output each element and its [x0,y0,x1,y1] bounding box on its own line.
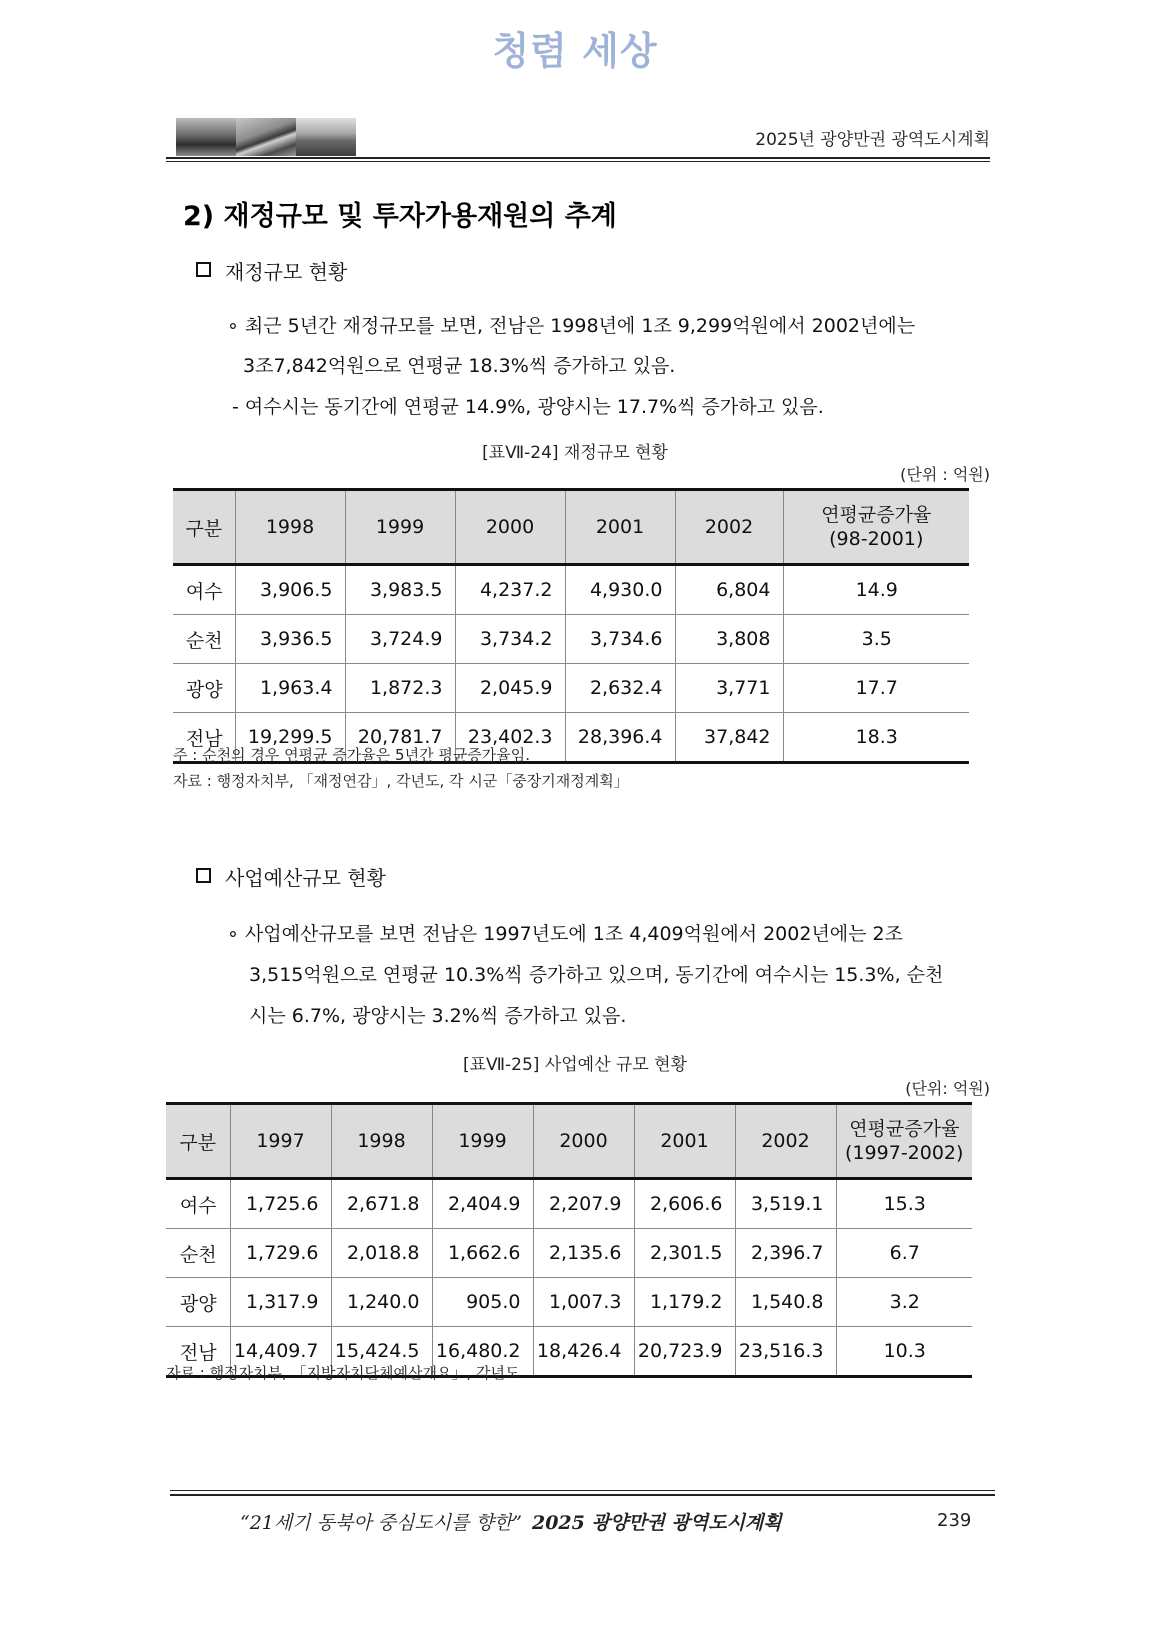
table-header-cell: 1999 [432,1104,533,1179]
table-cell: 1,963.4 [235,664,345,713]
project-budget-table [166,1102,972,1378]
paragraph-line: ∘ 사업예산규모를 보면 전남은 1997년도에 1조 4,409억원에서 2002년에는 2조 [227,923,903,945]
header-photo-3 [296,118,356,156]
table-cell: 6,804 [675,565,783,615]
table-cell: 18.3 [783,713,969,763]
table-cell: 17.7 [783,664,969,713]
table-cell: 2,396.7 [735,1229,836,1278]
table-cell: 광양 [173,664,235,713]
table-cell: 3,734.2 [455,615,565,664]
table-cell: 2,632.4 [565,664,675,713]
table-cell: 순천 [166,1229,230,1278]
header-photo-strip [176,118,356,156]
table-cell: 1,007.3 [533,1278,634,1327]
section-title: 2) 재정규모 및 투자가용재원의 추계 [183,201,617,232]
header-photo-2 [236,118,296,156]
table-header-cell: 2002 [735,1104,836,1179]
footer-slogan [240,1508,782,1535]
table-cell: 3,519.1 [735,1179,836,1229]
table-header-row [173,490,969,565]
table-header-cell: 2002 [675,490,783,565]
table-cell: 18,426.4 [533,1327,634,1377]
table-header-cell: 2000 [455,490,565,565]
table-header-cell: 1998 [235,490,345,565]
table-cell: 6.7 [836,1229,972,1278]
table-header-cell: 2001 [634,1104,735,1179]
checkbox-bullet-icon [196,262,211,277]
table-cell: 20,781.7 [345,713,455,763]
table-cell: 15.3 [836,1179,972,1229]
header-rule [166,157,990,159]
table-cell: 2,207.9 [533,1179,634,1229]
table-unit-24: (단위 : 억원) [900,465,990,484]
table-cell: 2,301.5 [634,1229,735,1278]
table-cell: 2,135.6 [533,1229,634,1278]
table-cell: 전남 [173,713,235,763]
table-cell: 1,240.0 [331,1278,432,1327]
table-cell: 2,018.8 [331,1229,432,1278]
table-cell: 15,424.5 [331,1327,432,1377]
header-photo-1 [176,118,236,156]
footer-slogan-text: “21세기 동북아 중심도시를 향한” [240,1512,522,1534]
table-header-row [166,1104,972,1179]
table-cell: 3,906.5 [235,565,345,615]
checkbox-bullet-icon [196,868,211,883]
header-line: (98-2001) [829,528,924,550]
paragraph-line: ∘ 최근 5년간 재정규모를 보면, 전남은 1998년에 1조 9,299억원에서 2002년에는 [227,315,916,337]
watermark-logo: 청렴 세상 [492,29,658,73]
table-cell: 16,480.2 [432,1327,533,1377]
table-cell: 2,606.6 [634,1179,735,1229]
table-header-cell: 1998 [331,1104,432,1179]
table-cell: 3,724.9 [345,615,455,664]
table-header-cell: 2001 [565,490,675,565]
table-cell: 1,540.8 [735,1278,836,1327]
page-number: 239 [937,1510,972,1531]
table-cell: 3.2 [836,1278,972,1327]
table-cell: 1,872.3 [345,664,455,713]
table-cell: 14,409.7 [230,1327,331,1377]
table-cell: 28,396.4 [565,713,675,763]
table-cell: 20,723.9 [634,1327,735,1377]
finance-scale-table [173,488,969,764]
table-cell: 23,402.3 [455,713,565,763]
footer-title: 2025 광양만권 광역도시계획 [531,1512,782,1534]
table-cell: 2,404.9 [432,1179,533,1229]
table-cell: 2,671.8 [331,1179,432,1229]
table-cell: 순천 [173,615,235,664]
footer-rule-thin [170,1490,995,1491]
table-note: 주 : 순천의 경우 연평균 증가율은 5년간 평균증가율임. [173,746,531,764]
table-cell: 4,930.0 [565,565,675,615]
table-cell: 1,662.6 [432,1229,533,1278]
table-header-cell: 1999 [345,490,455,565]
paragraph-line: 3조7,842억원으로 연평균 18.3%씩 증가하고 있음. [243,355,676,377]
table-cell: 3,936.5 [235,615,345,664]
paragraph-dash-item: - 여수시는 동기간에 연평균 14.9%, 광양시는 17.7%씩 증가하고 있음. [232,396,824,418]
table-cell: 23,516.3 [735,1327,836,1377]
header-line: 연평균증가율 [821,504,932,526]
table-cell: 여수 [166,1179,230,1229]
table-cell: 37,842 [675,713,783,763]
table-cell: 3,771 [675,664,783,713]
table-header-cell: 2000 [533,1104,634,1179]
table-cell: 1,179.2 [634,1278,735,1327]
table-cell: 3,734.6 [565,615,675,664]
header-line: (1997-2002) [845,1142,964,1164]
table-unit-25: (단위: 억원) [905,1079,990,1098]
table-cell: 1,317.9 [230,1278,331,1327]
running-header-title: 2025년 광양만권 광역도시계획 [755,130,990,150]
header-line: 연평균증가율 [849,1118,960,1140]
table-header-cell: 1997 [230,1104,331,1179]
subsection-heading-text: 사업예산규모 현황 [225,866,386,890]
subsection-heading-finance [196,256,347,285]
table-cell: 905.0 [432,1278,533,1327]
header-rule-thin [166,161,990,162]
table-cell: 3,808 [675,615,783,664]
table-row [173,565,969,615]
table-cell: 19,299.5 [235,713,345,763]
table-header-cell: 구분 [166,1104,230,1179]
footer-rule [170,1494,995,1496]
subsection-heading-text: 재정규모 현황 [225,260,348,284]
table-cell: 여수 [173,565,235,615]
table-caption-24: [표Ⅶ-24] 재정규모 현황 [482,443,668,463]
table-cell: 4,237.2 [455,565,565,615]
table-cell: 1,725.6 [230,1179,331,1229]
table-cell: 전남 [166,1327,230,1377]
table-row [166,1229,972,1278]
paragraph-line: 시는 6.7%, 광양시는 3.2%씩 증가하고 있음. [249,1005,627,1027]
table-cell: 3,983.5 [345,565,455,615]
table-caption-25: [표Ⅶ-25] 사업예산 규모 현황 [462,1055,688,1075]
table-row [173,615,969,664]
table-cell: 10.3 [836,1327,972,1377]
table-header-cell [783,490,969,565]
table-cell: 14.9 [783,565,969,615]
table-row [166,1179,972,1229]
table-header-cell: 구분 [173,490,235,565]
subsection-heading-budget [196,862,386,891]
table-source: 자료 : 행정자치부, 「지방자치단체예산개요」, 각년도 [166,1364,520,1382]
table-header-cell [836,1104,972,1179]
table-source: 자료 : 행정자치부, 「재정연감」, 각년도, 각 시군「중장기재정계획」 [173,772,629,790]
table-cell: 2,045.9 [455,664,565,713]
table-row [166,1278,972,1327]
paragraph-line: 3,515억원으로 연평균 10.3%씩 증가하고 있으며, 동기간에 여수시는 15.3%, 순천 [249,964,944,986]
table-cell: 광양 [166,1278,230,1327]
table-row [173,664,969,713]
table-cell: 1,729.6 [230,1229,331,1278]
table-cell: 3.5 [783,615,969,664]
